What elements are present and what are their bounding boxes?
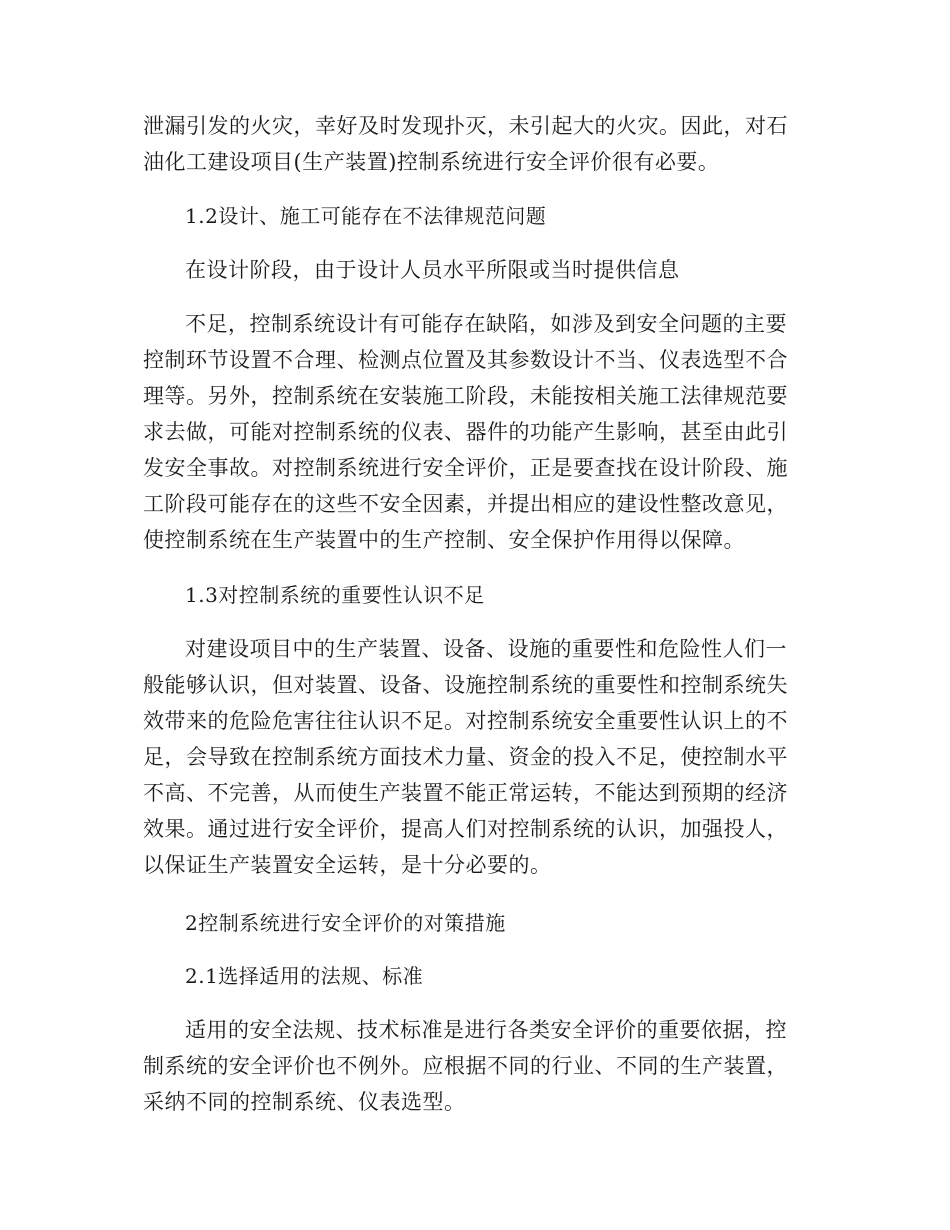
section-heading-2: 2控制系统进行安全评价的对策措施 [185, 911, 506, 935]
section-heading-1-3: 1.3对控制系统的重要性认识不足 [185, 583, 485, 607]
paragraph-fragment: 在设计阶段，由于设计人员水平所限或当时提供信息 [185, 258, 680, 282]
section-heading-2-1: 2.1选择适用的法规、标准 [185, 964, 424, 988]
paragraph-regulations: 适用的安全法规、技术标准是进行各类安全评价的重要依据，控制系统的安全评价也不例外。应根据不同的行业、不同的生产装置，采纳不同的控制系统、仪表选型。 [143, 1018, 788, 1114]
paragraph-continued: 泄漏引发的火灾，幸好及时发现扑灭，未引起大的火灾。因此，对石油化工建设项目(生产装置)控制系统进行安全评价很有必要。 [143, 114, 788, 174]
section-heading-1-2: 1.2设计、施工可能存在不法律规范问题 [185, 204, 547, 228]
paragraph-importance: 对建设项目中的生产装置、设备、设施的重要性和危险性人们一般能够认识，但对装置、设备、设施控制系统的重要性和控制系统失效带来的危险危害往往认识不足。对控制系统安全重要性认识上的不足，会导致在控制系统方面技术力量、资金的投入不足，使控制水平不高、不完善，从而使生产装置不能正常运转，不能达到预期的经济效果。通过进行安全评价，提高人们对控制系统的认识，加强投人，以保证生产装置安全运转，是十分必要的。 [143, 637, 788, 877]
paragraph-design-construction: 不足，控制系统设计有可能存在缺陷，如涉及到安全问题的主要控制环节设置不合理、检测点位置及其参数设计不当、仪表选型不合理等。另外，控制系统在安装施工阶段，未能按相关施工法律规范要求去做，可能对控制系统的仪表、器件的功能产生影响，甚至由此引发安全事故。对控制系统进行安全评价，正是要查找在设计阶段、施工阶段可能存在的这些不安全因素，并提出相应的建设性整改意见，使控制系统在生产装置中的生产控制、安全保护作用得以保障。 [143, 312, 788, 552]
